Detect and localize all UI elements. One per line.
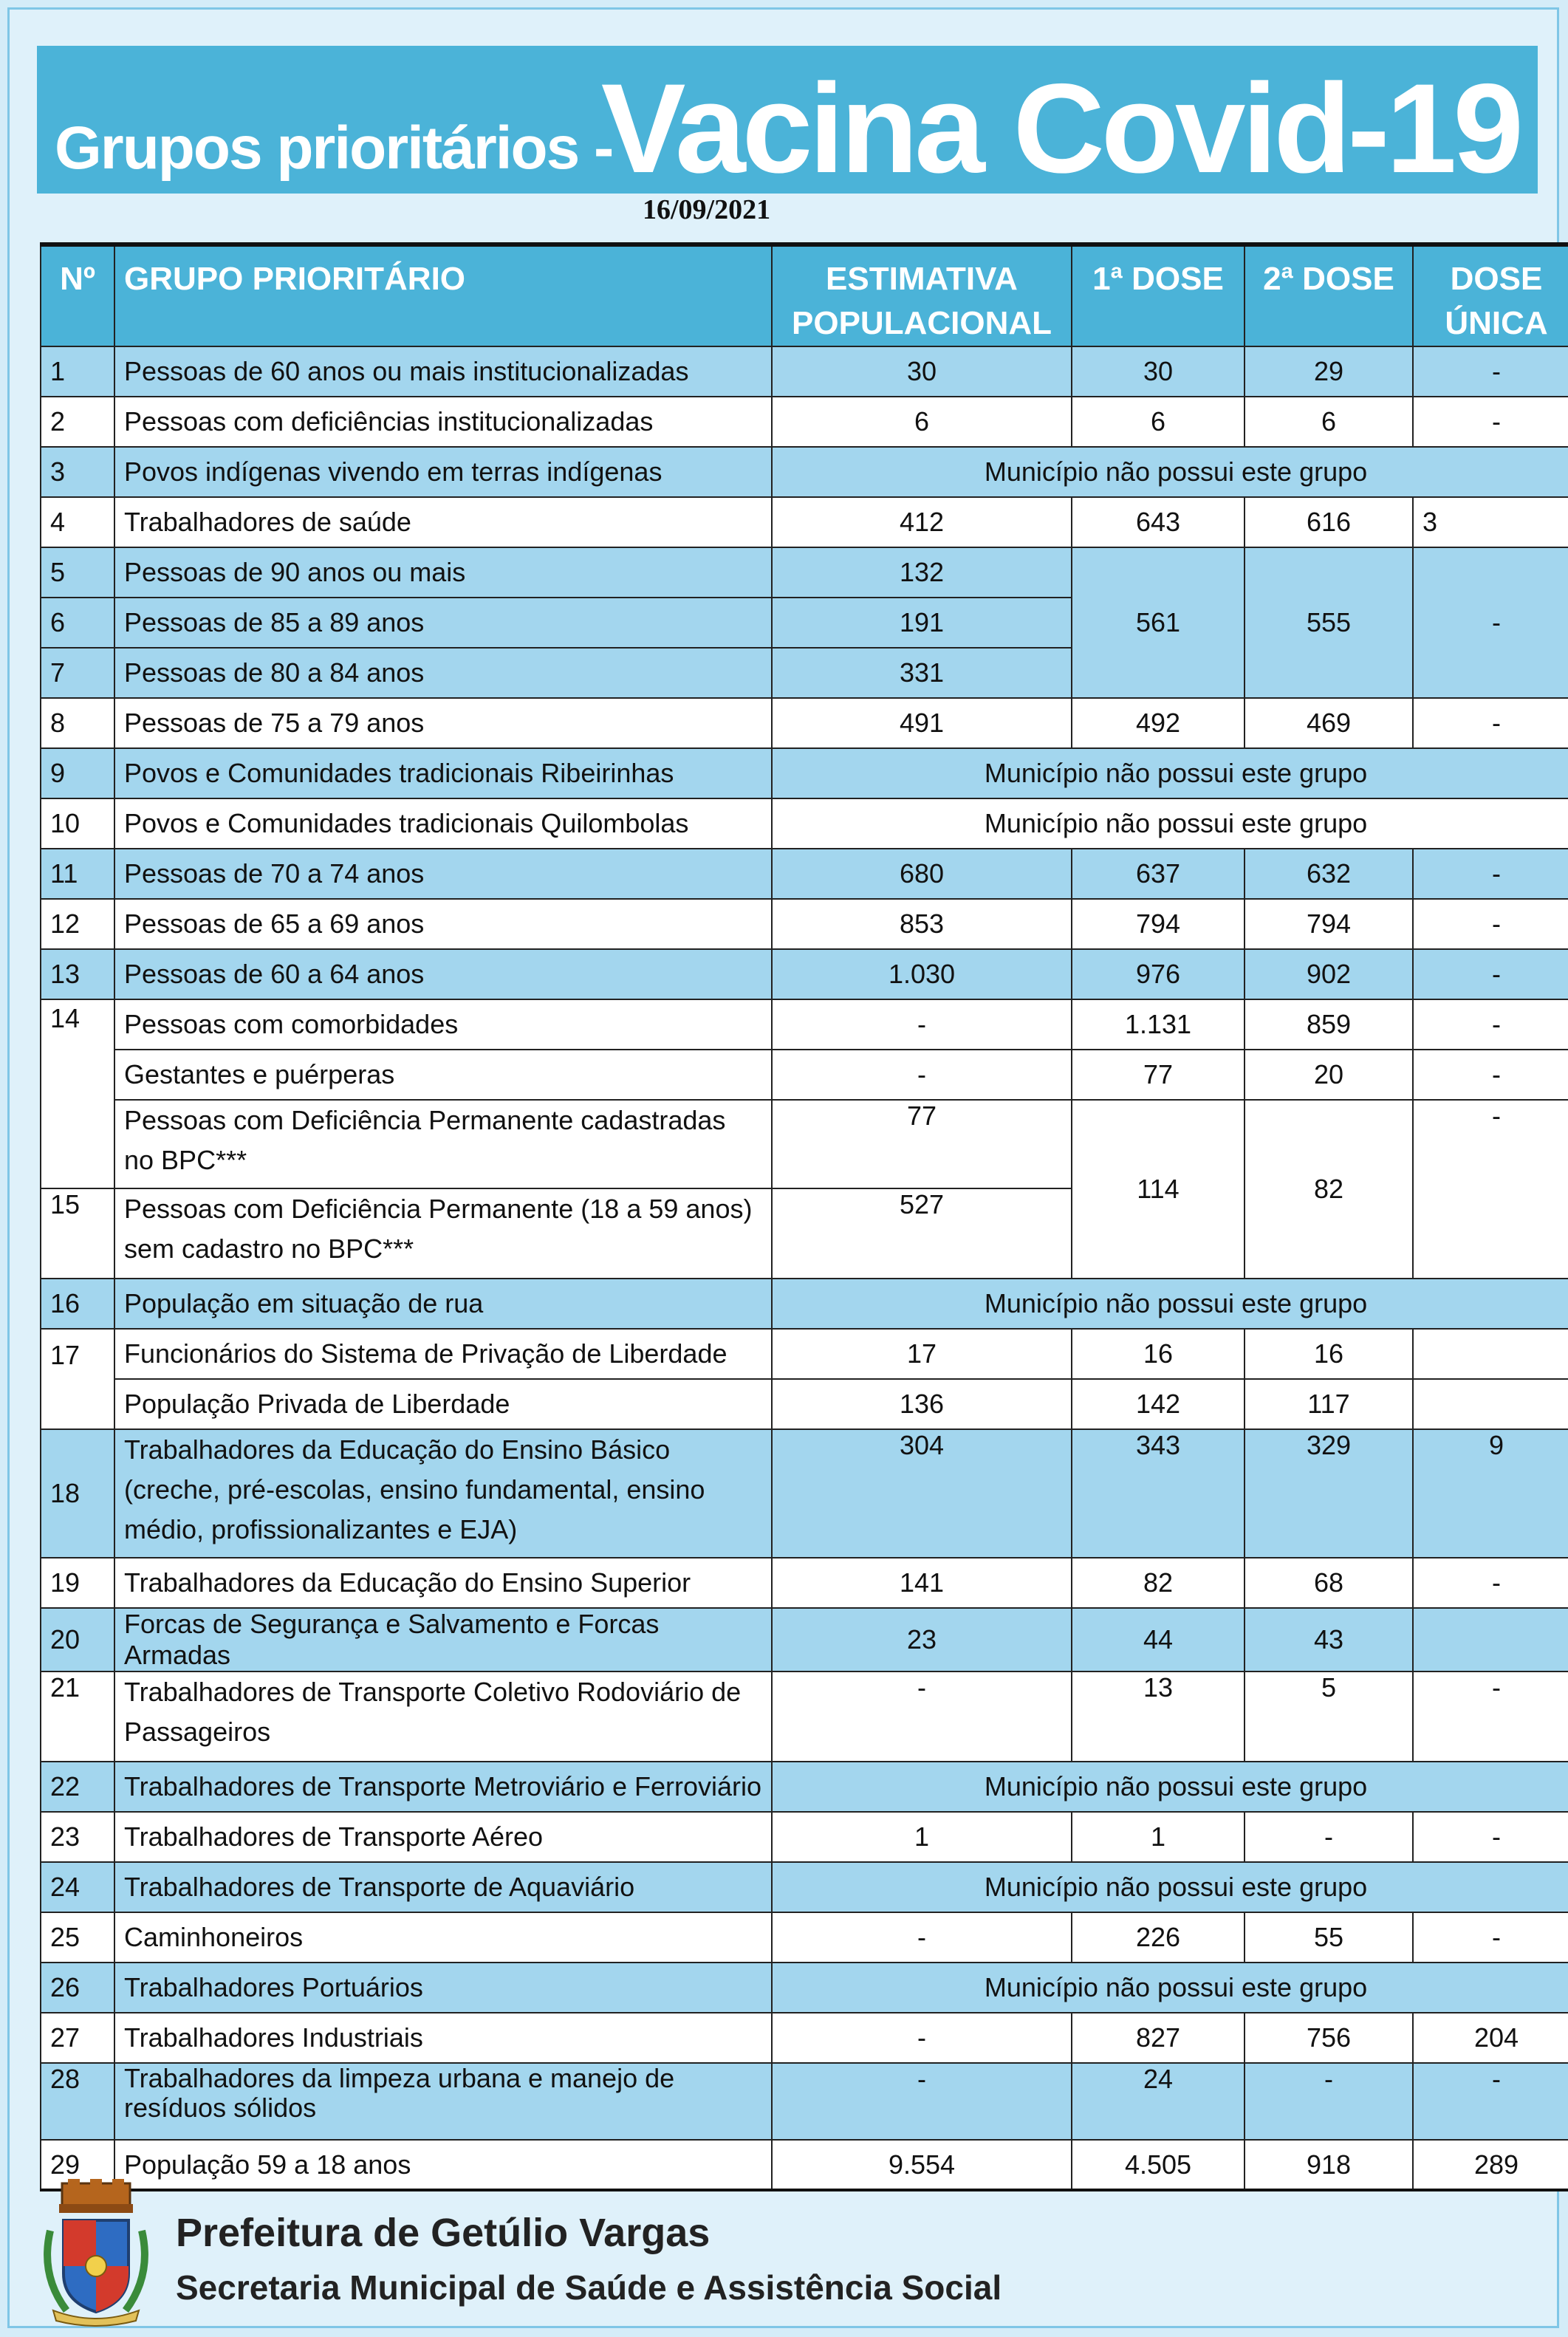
row-number: 24 <box>41 1862 114 1912</box>
estimativa-value: 17 <box>772 1329 1072 1379</box>
dose-unica-value <box>1413 1608 1568 1672</box>
dose2-value: 68 <box>1245 1558 1413 1608</box>
dose1-value: 114 <box>1072 1100 1245 1279</box>
dose1-value: 827 <box>1072 2013 1245 2063</box>
table-row <box>41 1279 1568 1329</box>
table-row <box>41 1912 1568 1963</box>
table-row <box>41 2063 1568 2140</box>
group-name: Trabalhadores da Educação do Ensino Superior <box>114 1558 772 1608</box>
group-name: População 59 a 18 anos <box>114 2140 772 2190</box>
estimativa-value: 136 <box>772 1379 1072 1429</box>
dose2-value: - <box>1245 1812 1413 1862</box>
row-number: 20 <box>41 1608 114 1672</box>
not-applicable-message: Município não possui este grupo <box>772 748 1568 798</box>
report-date: 16/09/2021 <box>643 194 771 225</box>
group-name: População em situação de rua <box>114 1279 772 1329</box>
dose1-value: 77 <box>1072 1050 1245 1100</box>
estimativa-value: - <box>772 1672 1072 1762</box>
dose2-value: 555 <box>1245 547 1413 698</box>
table-row <box>41 1963 1568 2013</box>
estimativa-value: 853 <box>772 899 1072 949</box>
row-number: 7 <box>41 648 114 698</box>
dose1-value: 1 <box>1072 1812 1245 1862</box>
table-row <box>41 2013 1568 2063</box>
row-number: 14 <box>41 999 114 1188</box>
estimativa-value: 491 <box>772 698 1072 748</box>
row-number: 11 <box>41 849 114 899</box>
row-number: 6 <box>41 598 114 648</box>
dose-unica-value: 289 <box>1413 2140 1568 2190</box>
dose2-value: 859 <box>1245 999 1413 1050</box>
estimativa-value: 1.030 <box>772 949 1072 999</box>
estimativa-value: - <box>772 1912 1072 1963</box>
row-number: 5 <box>41 547 114 598</box>
row-number: 19 <box>41 1558 114 1608</box>
group-name: Trabalhadores de saúde <box>114 497 772 547</box>
title-part-2: Vacina Covid-19 <box>600 58 1520 194</box>
estimativa-value: 132 <box>772 547 1072 598</box>
group-name: Pessoas de 80 a 84 anos <box>114 648 772 698</box>
row-number: 28 <box>41 2063 114 2140</box>
estimativa-value: 304 <box>772 1429 1072 1558</box>
header-grupo: GRUPO PRIORITÁRIO <box>114 244 772 346</box>
row-number: 22 <box>41 1762 114 1812</box>
dose-unica-value: 204 <box>1413 2013 1568 2063</box>
group-name: Pessoas de 70 a 74 anos <box>114 849 772 899</box>
dose-unica-value <box>1413 1379 1568 1429</box>
dose2-value: 918 <box>1245 2140 1413 2190</box>
not-applicable-message: Município não possui este grupo <box>772 1279 1568 1329</box>
row-number: 12 <box>41 899 114 949</box>
table-row <box>41 2140 1568 2190</box>
dose2-value: 117 <box>1245 1379 1413 1429</box>
dose2-value: 5 <box>1245 1672 1413 1762</box>
row-number: 10 <box>41 798 114 849</box>
dose2-value: 329 <box>1245 1429 1413 1558</box>
dose2-value: 616 <box>1245 497 1413 547</box>
estimativa-value: 331 <box>772 648 1072 698</box>
table-row <box>41 899 1568 949</box>
table-row <box>41 1672 1568 1762</box>
dose-unica-value: - <box>1413 1100 1568 1279</box>
group-name: Pessoas de 60 a 64 anos <box>114 949 772 999</box>
priority-groups-table <box>40 242 1568 2191</box>
estimativa-value: - <box>772 2063 1072 2140</box>
dose1-value: 44 <box>1072 1608 1245 1672</box>
row-number: 13 <box>41 949 114 999</box>
header-num: Nº <box>41 244 114 346</box>
dose1-value: 561 <box>1072 547 1245 698</box>
table-row <box>41 798 1568 849</box>
footer-title: Prefeitura de Getúlio Vargas <box>176 2211 711 2255</box>
row-number: 17 <box>41 1329 114 1429</box>
group-name: Pessoas com deficiências institucionalizadas <box>114 397 772 447</box>
dose1-value: 226 <box>1072 1912 1245 1963</box>
dose-unica-value: - <box>1413 849 1568 899</box>
row-number: 2 <box>41 397 114 447</box>
group-name: Caminhoneiros <box>114 1912 772 1963</box>
table-row <box>41 447 1568 497</box>
header-unica: DOSE ÚNICA <box>1413 244 1568 346</box>
group-name: Pessoas com Deficiência Permanente cadastradas no BPC*** <box>114 1100 772 1188</box>
estimativa-value: 9.554 <box>772 2140 1072 2190</box>
group-name: Pessoas de 90 anos ou mais <box>114 547 772 598</box>
estimativa-value: 412 <box>772 497 1072 547</box>
table-header-row <box>41 244 1568 346</box>
dose2-value: 6 <box>1245 397 1413 447</box>
table-row <box>41 1379 1568 1429</box>
table-row <box>41 1558 1568 1608</box>
dose1-value: 4.505 <box>1072 2140 1245 2190</box>
row-number: 23 <box>41 1812 114 1862</box>
dose-unica-value: - <box>1413 899 1568 949</box>
dose2-value: 469 <box>1245 698 1413 748</box>
group-name: Povos indígenas vivendo em terras indígenas <box>114 447 772 497</box>
municipal-coat-of-arms-icon <box>37 2179 155 2327</box>
dose-unica-value: - <box>1413 2063 1568 2140</box>
group-name: Trabalhadores da Educação do Ensino Básico (creche, pré-escolas, ensino fundamental, ensino médio, profissionalizantes e EJA) <box>114 1429 772 1558</box>
dose-unica-value: - <box>1413 547 1568 698</box>
dose1-value: 643 <box>1072 497 1245 547</box>
row-number: 29 <box>41 2140 114 2190</box>
dose-unica-value: - <box>1413 1812 1568 1862</box>
group-name: Trabalhadores Portuários <box>114 1963 772 2013</box>
dose1-value: 1.131 <box>1072 999 1245 1050</box>
dose2-value: - <box>1245 2063 1413 2140</box>
dose1-value: 976 <box>1072 949 1245 999</box>
dose-unica-value: 9 <box>1413 1429 1568 1558</box>
table-row <box>41 1329 1568 1379</box>
table-row <box>41 1812 1568 1862</box>
dose-unica-value: - <box>1413 999 1568 1050</box>
dose-unica-value: - <box>1413 1558 1568 1608</box>
row-number: 8 <box>41 698 114 748</box>
group-name: Pessoas de 75 a 79 anos <box>114 698 772 748</box>
group-name: Pessoas de 65 a 69 anos <box>114 899 772 949</box>
estimativa-value: 527 <box>772 1188 1072 1279</box>
dose2-value: 632 <box>1245 849 1413 899</box>
estimativa-value: 141 <box>772 1558 1072 1608</box>
dose2-value: 43 <box>1245 1608 1413 1672</box>
dose1-value: 6 <box>1072 397 1245 447</box>
row-number: 21 <box>41 1672 114 1762</box>
dose1-value: 82 <box>1072 1558 1245 1608</box>
dose2-value: 20 <box>1245 1050 1413 1100</box>
not-applicable-message: Município não possui este grupo <box>772 1762 1568 1812</box>
dose2-value: 794 <box>1245 899 1413 949</box>
dose1-value: 637 <box>1072 849 1245 899</box>
table-row <box>41 547 1568 598</box>
dose-unica-value: - <box>1413 397 1568 447</box>
table-row <box>41 397 1568 447</box>
group-name: Povos e Comunidades tradicionais Ribeirinhas <box>114 748 772 798</box>
row-number: 1 <box>41 346 114 397</box>
table-row <box>41 949 1568 999</box>
dose1-value: 492 <box>1072 698 1245 748</box>
group-name: Pessoas com comorbidades <box>114 999 772 1050</box>
estimativa-value: - <box>772 1050 1072 1100</box>
table-row <box>41 999 1568 1050</box>
row-number: 15 <box>41 1188 114 1279</box>
dose2-value: 55 <box>1245 1912 1413 1963</box>
header-dose2: 2ª DOSE <box>1245 244 1413 346</box>
dose-unica-value: - <box>1413 698 1568 748</box>
table-row <box>41 748 1568 798</box>
header-dose1: 1ª DOSE <box>1072 244 1245 346</box>
row-number: 4 <box>41 497 114 547</box>
not-applicable-message: Município não possui este grupo <box>772 798 1568 849</box>
dose-unica-value: - <box>1413 1912 1568 1963</box>
estimativa-value: - <box>772 999 1072 1050</box>
group-name: Pessoas de 85 a 89 anos <box>114 598 772 648</box>
title-banner <box>37 46 1538 194</box>
row-number: 18 <box>41 1429 114 1558</box>
table-row <box>41 1608 1568 1672</box>
not-applicable-message: Município não possui este grupo <box>772 1862 1568 1912</box>
dose2-value: 29 <box>1245 346 1413 397</box>
row-number: 25 <box>41 1912 114 1963</box>
estimativa-value: 191 <box>772 598 1072 648</box>
header-estimativa: ESTIMATIVA POPULACIONAL <box>772 244 1072 346</box>
table-row <box>41 1429 1568 1558</box>
dose1-value: 30 <box>1072 346 1245 397</box>
dose1-value: 24 <box>1072 2063 1245 2140</box>
estimativa-value: 6 <box>772 397 1072 447</box>
group-name: Trabalhadores de Transporte Coletivo Rodoviário de Passageiros <box>114 1672 772 1762</box>
dose-unica-value: 3 <box>1413 497 1568 547</box>
dose-unica-value: - <box>1413 949 1568 999</box>
group-name: Povos e Comunidades tradicionais Quilombolas <box>114 798 772 849</box>
dose-unica-value: - <box>1413 1672 1568 1762</box>
group-name: Trabalhadores Industriais <box>114 2013 772 2063</box>
estimativa-value: 30 <box>772 346 1072 397</box>
table-row <box>41 346 1568 397</box>
group-name: Gestantes e puérperas <box>114 1050 772 1100</box>
group-name: Pessoas com Deficiência Permanente (18 a 59 anos) sem cadastro no BPC*** <box>114 1188 772 1279</box>
table-row <box>41 1762 1568 1812</box>
row-number: 27 <box>41 2013 114 2063</box>
table-row <box>41 1050 1568 1100</box>
group-name: População Privada de Liberdade <box>114 1379 772 1429</box>
dose1-value: 16 <box>1072 1329 1245 1379</box>
row-number: 26 <box>41 1963 114 2013</box>
dose1-value: 142 <box>1072 1379 1245 1429</box>
dose2-value: 756 <box>1245 2013 1413 2063</box>
estimativa-value: - <box>772 2013 1072 2063</box>
title-part-1: Grupos prioritários - <box>55 114 613 182</box>
dose2-value: 82 <box>1245 1100 1413 1279</box>
dose2-value: 16 <box>1245 1329 1413 1379</box>
estimativa-value: 23 <box>772 1608 1072 1672</box>
group-name: Trabalhadores da limpeza urbana e manejo de resíduos sólidos <box>114 2063 772 2140</box>
group-name: Trabalhadores de Transporte Metroviário e Ferroviário <box>114 1762 772 1812</box>
row-number: 9 <box>41 748 114 798</box>
group-name: Trabalhadores de Transporte de Aquaviário <box>114 1862 772 1912</box>
group-name: Pessoas de 60 anos ou mais institucionalizadas <box>114 346 772 397</box>
table-row <box>41 1862 1568 1912</box>
estimativa-value: 77 <box>772 1100 1072 1188</box>
not-applicable-message: Município não possui este grupo <box>772 447 1568 497</box>
group-name: Funcionários do Sistema de Privação de Liberdade <box>114 1329 772 1379</box>
not-applicable-message: Município não possui este grupo <box>772 1963 1568 2013</box>
dose1-value: 343 <box>1072 1429 1245 1558</box>
table-row <box>41 497 1568 547</box>
row-number: 3 <box>41 447 114 497</box>
row-number: 16 <box>41 1279 114 1329</box>
table-row <box>41 698 1568 748</box>
footer-subtitle: Secretaria Municipal de Saúde e Assistência Social <box>176 2268 1002 2307</box>
dose1-value: 13 <box>1072 1672 1245 1762</box>
estimativa-value: 680 <box>772 849 1072 899</box>
table-row <box>41 1100 1568 1188</box>
dose1-value: 794 <box>1072 899 1245 949</box>
dose2-value: 902 <box>1245 949 1413 999</box>
group-name: Trabalhadores de Transporte Aéreo <box>114 1812 772 1862</box>
dose-unica-value <box>1413 1329 1568 1379</box>
table-row <box>41 849 1568 899</box>
dose-unica-value: - <box>1413 1050 1568 1100</box>
estimativa-value: 1 <box>772 1812 1072 1862</box>
group-name: Forcas de Segurança e Salvamento e Forcas Armadas <box>114 1608 772 1672</box>
dose-unica-value: - <box>1413 346 1568 397</box>
